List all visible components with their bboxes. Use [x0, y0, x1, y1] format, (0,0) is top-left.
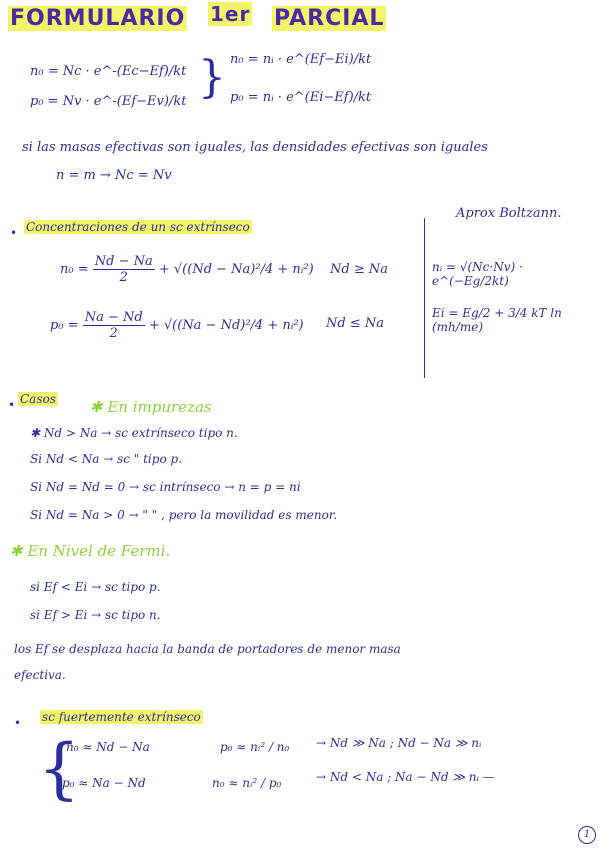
strong-row2-a: p₀ ≈ Na − Nd [62, 776, 146, 790]
section-heading-concentrations: Concentraciones de un sc extrínseco [26, 220, 250, 234]
note-masses-eq: n = m → Nc = Nv [56, 168, 172, 183]
n0-fraction: $\frac{Nd - Na}{2}$ [94, 254, 153, 285]
eq-p0-ni: p₀ = nᵢ · e^(Ei−Ef)/kt [230, 90, 372, 105]
boltz-ei: Ei = Eg/2 + 3/4 kT ln (mh/me) [432, 306, 562, 334]
boltz-heading: Aprox Boltzann. [456, 206, 562, 221]
bullet-1: • [10, 226, 18, 240]
case-line-1: ✱ Nd > Na → sc extrínseco tipo n. [30, 426, 238, 440]
subheading-fermi: ✱ En Nivel de Fermi. [10, 542, 171, 560]
fermi-line-3: los Ef se desplaza hacia la banda de portadores de menor masa [14, 642, 401, 656]
case-line-3: Si Nd = Nd = 0 → sc intrínseco → n = p = ni [30, 480, 301, 494]
brace-left: } [198, 52, 226, 103]
strong-row2-c: → Nd < Na ; Na − Nd ≫ nᵢ — [316, 770, 495, 784]
title-mid: 1er [210, 2, 251, 26]
bullet-3: • [14, 716, 22, 730]
page-number: 1 [578, 826, 596, 844]
eq-n0-ni: n₀ = nᵢ · e^(Ef−Ei)/kt [230, 52, 372, 67]
brace-strong: { [38, 730, 80, 807]
title-right: PARCIAL [274, 6, 385, 31]
strong-row1-c: → Nd ≫ Na ; Nd − Na ≫ nᵢ [316, 736, 482, 750]
subheading-impurezas: ✱ En impurezas [90, 398, 212, 416]
boltz-ni: nᵢ = √(Nc·Nv) · e^(−Eg/2kt) [432, 260, 523, 288]
strong-row1-b: p₀ ≈ nᵢ² / n₀ [220, 740, 290, 754]
section-heading-casos: Casos [20, 392, 56, 406]
fermi-line-1: si Ef < Ei → sc tipo p. [30, 580, 161, 594]
eq-p0-nv: p₀ = Nv · e^-(Ef−Ev)/kt [30, 94, 187, 109]
cond-p0: Nd ≤ Na [326, 316, 384, 331]
bullet-2: • [8, 398, 16, 412]
page-title [8, 6, 187, 31]
section-heading-strong: sc fuertemente extrínseco [42, 710, 201, 724]
p0-fraction: $\frac{Na - Nd}{2}$ [84, 310, 143, 341]
fermi-line-4: efectiva. [14, 668, 66, 682]
case-line-4: Si Nd = Na > 0 → " " , pero la movilidad es menor. [30, 508, 338, 522]
eq-n0-nc: n₀ = Nc · e^-(Ec−Ef)/kt [30, 64, 187, 79]
case-line-2: Si Nd < Na → sc " tipo p. [30, 452, 182, 466]
strong-row1-a: n₀ ≈ Nd − Na [66, 740, 150, 754]
fermi-line-2: si Ef > Ei → sc tipo n. [30, 608, 161, 622]
boltz-divider [424, 218, 425, 378]
eq-n0-extrinsic: n₀ = $\frac{Nd - Na}{2}$ + √((Nd − Na)²/4 + nᵢ²) [60, 254, 314, 285]
strong-row2-b: n₀ ≈ nᵢ² / p₀ [212, 776, 282, 790]
eq-p0-extrinsic: p₀ = $\frac{Na - Nd}{2}$ + √((Na − Nd)²/4 + nᵢ²) [50, 310, 304, 341]
cond-n0: Nd ≥ Na [330, 262, 388, 277]
note-masses: si las masas efectivas son iguales, las densidades efectivas son iguales [22, 140, 488, 155]
title-left: FORMULARIO [10, 6, 186, 31]
